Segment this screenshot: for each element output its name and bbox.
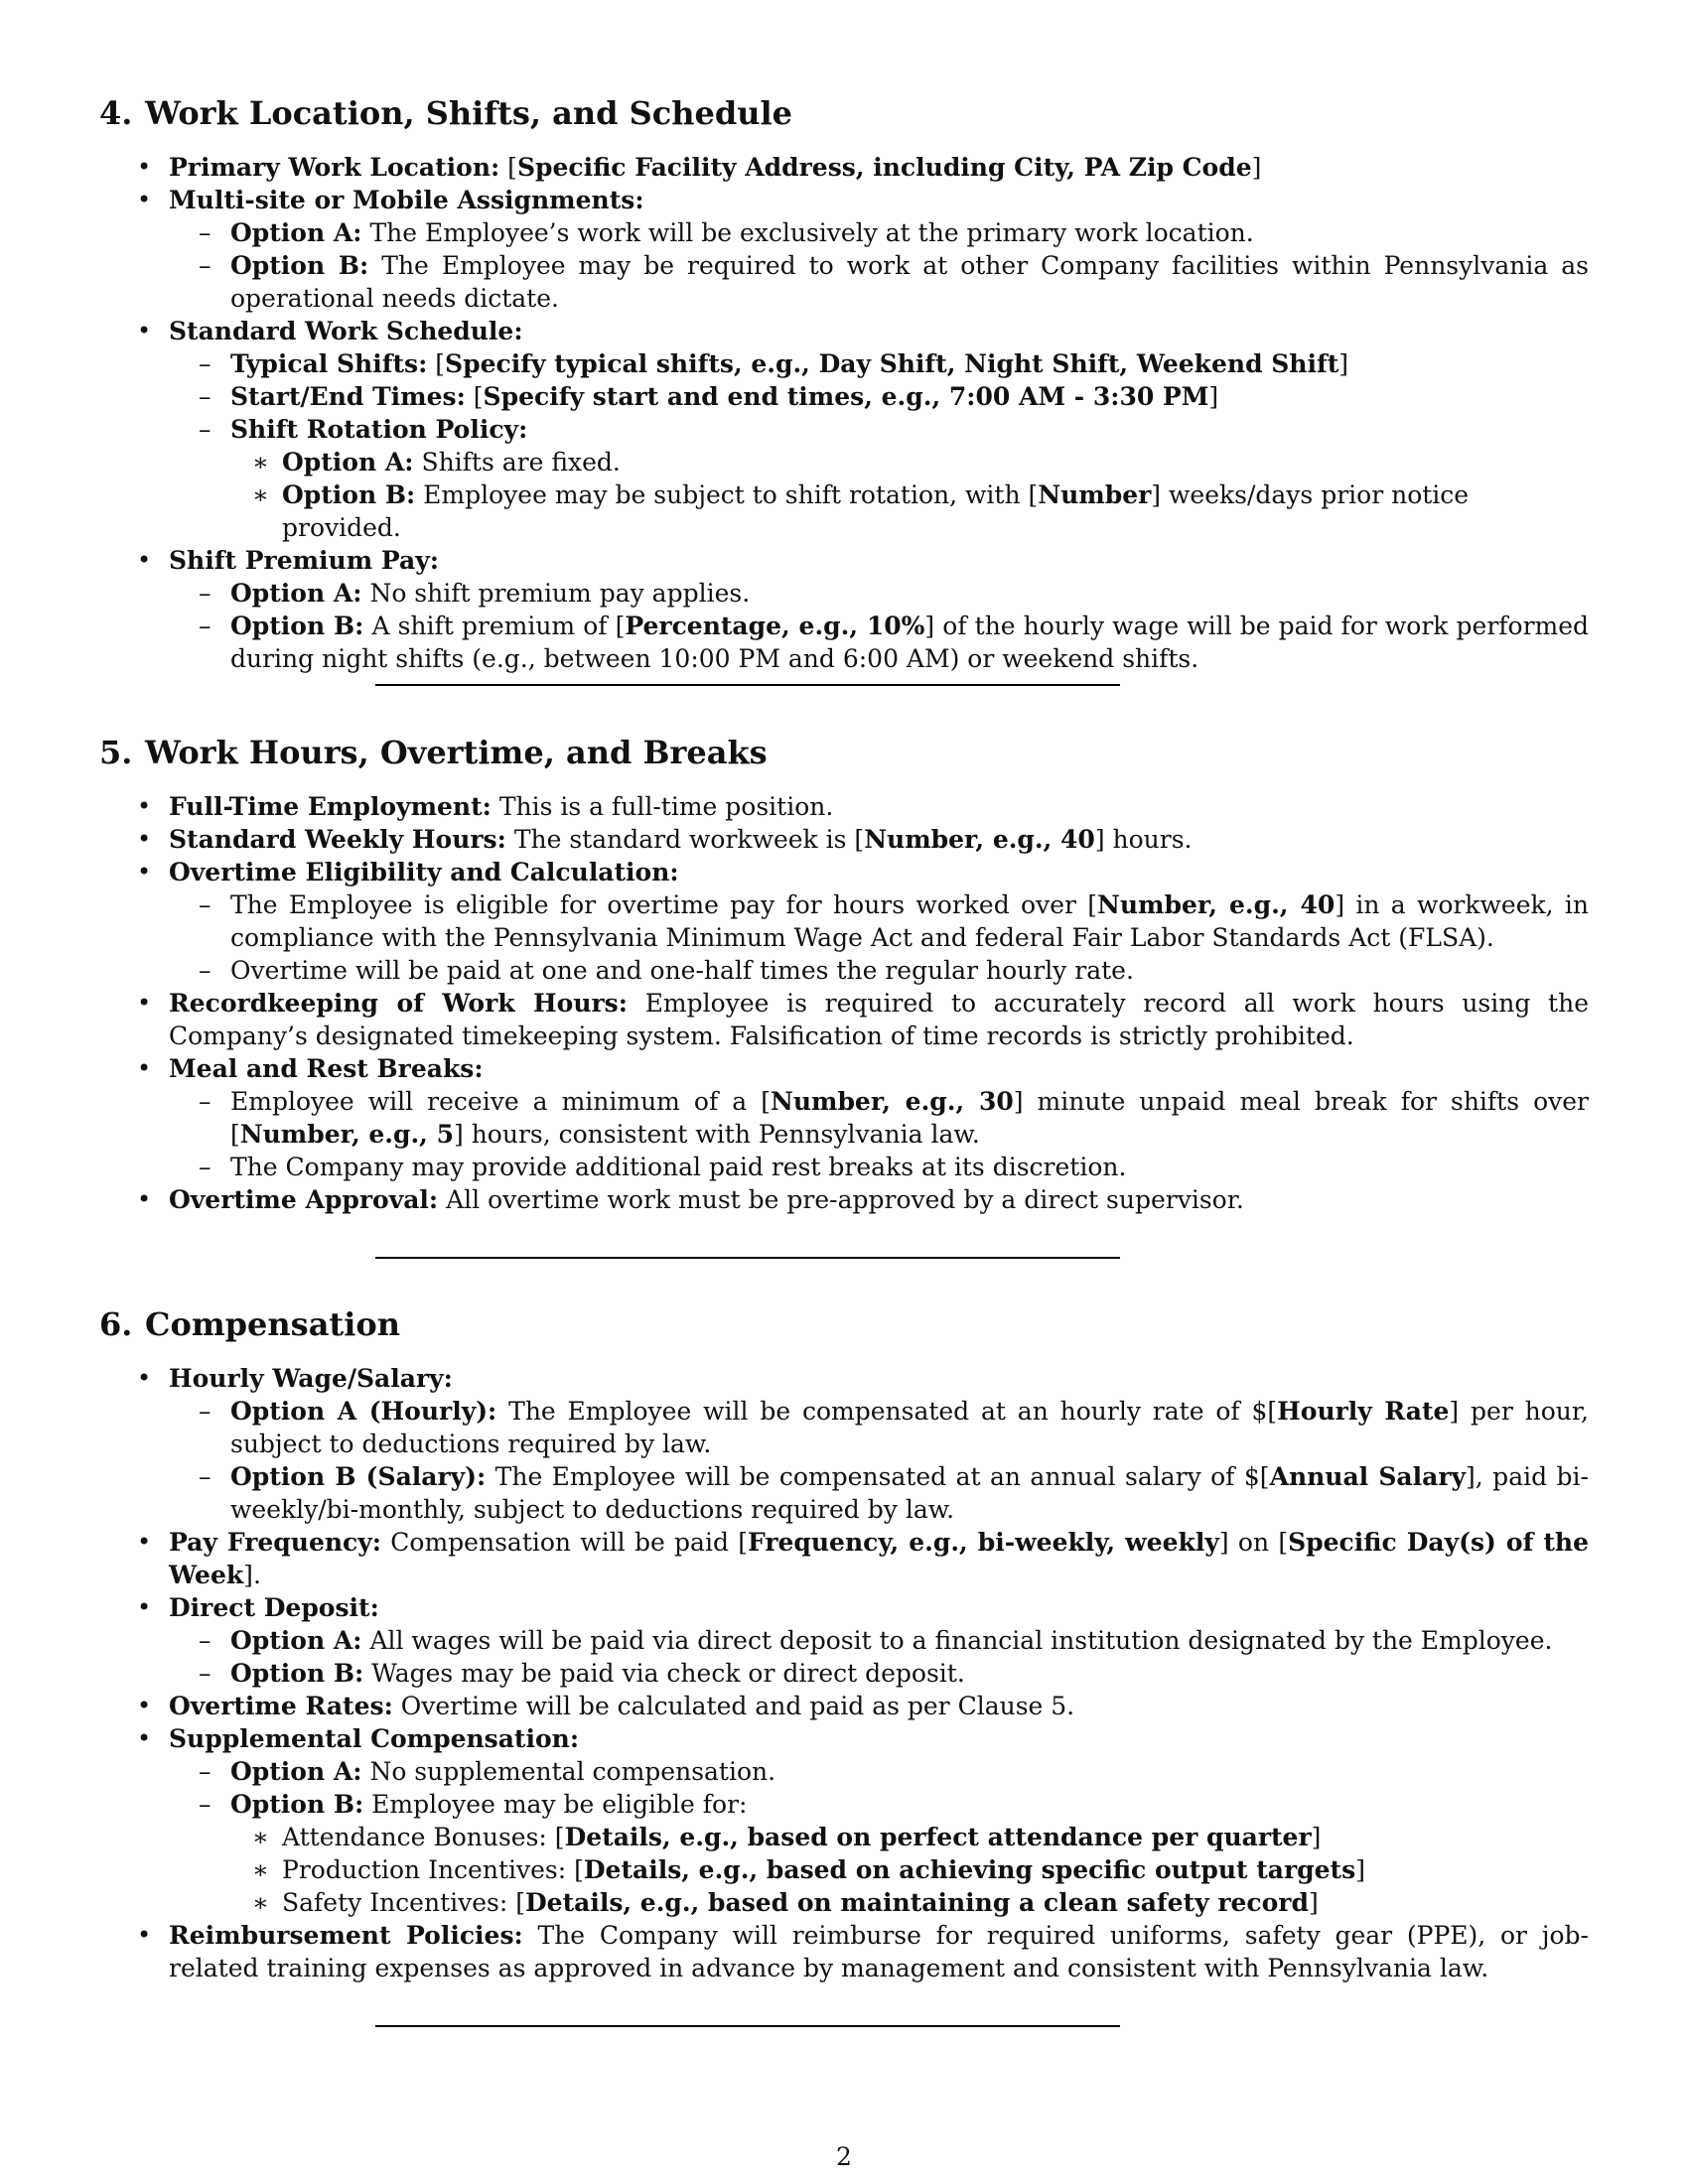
page-number: 2 xyxy=(836,2142,852,2171)
list-item: – Option A: No supplemental compensation. xyxy=(169,1755,1589,1788)
section-divider xyxy=(375,2025,1120,2027)
list-item: ∗ Attendance Bonuses: [Details, e.g., based on perfect attendance per quarter] xyxy=(230,1821,1589,1853)
list-item: • Pay Frequency: Compensation will be paid [Frequency, e.g., bi-weekly, weekly] on [Specific Day(s) of the Week]. xyxy=(99,1526,1589,1591)
section-5 xyxy=(99,733,1589,1216)
list-item: • Standard Weekly Hours: The standard workweek is [Number, e.g., 40] hours. xyxy=(99,823,1589,856)
list-item: • Standard Work Schedule: – Typical Shifts: [Specify typical shifts, e.g., Day Shift, Night Shift, Weekend Shift] – Start/End Times: [Specify start and end times, e.g., 7:00 AM - 3:30 PM] – Shift Rotation Policy: ∗ Option A: Shifts are fixed. ∗ Option B: Employee may be subject to shift rotation, with [Number] weeks/days prior notice provided. xyxy=(99,315,1589,544)
list-item: • Recordkeeping of Work Hours: Employee is required to accurately record all work hours using the Company’s designated timekeeping system. Falsification of time records is strictly prohibited. xyxy=(99,987,1589,1052)
list-item: – Typical Shifts: [Specify typical shifts, e.g., Day Shift, Night Shift, Weekend Shift] xyxy=(169,347,1589,380)
list-item: • Supplemental Compensation: – Option A: No supplemental compensation. – Option B: Employee may be eligible for: ∗ Attendance Bonuses: [Details, e.g., based on perfect attendance per quarter] ∗ Production Incentives: [Details, e.g., based on achieving specific output targets] ∗ Safety Incentives: [Details, e.g., based on maintaining a clean safety record] xyxy=(99,1722,1589,1919)
list-item: ∗ Safety Incentives: [Details, e.g., based on maintaining a clean safety record] xyxy=(230,1886,1589,1919)
list-item: – Overtime will be paid at one and one-half times the regular hourly rate. xyxy=(169,954,1589,987)
section-heading: 4. Work Location, Shifts, and Schedule xyxy=(99,94,792,132)
section-divider xyxy=(375,684,1120,686)
list-item: • Multi-site or Mobile Assignments: – Option A: The Employee’s work will be exclusively at the primary work location. – Option B: The Employee may be required to work at other Company facilities within Pennsylvania as operational needs dictate. xyxy=(99,184,1589,315)
list-item: • Shift Premium Pay: – Option A: No shift premium pay applies. – Option B: A shift premium of [Percentage, e.g., 10%] of the hourly wage will be paid for work performed during night shifts (e.g., between 10:00 PM and 6:00 AM) or weekend shifts. xyxy=(99,544,1589,675)
list-item: • Direct Deposit: – Option A: All wages will be paid via direct deposit to a financial institution designated by the Employee. – Option B: Wages may be paid via check or direct deposit. xyxy=(99,1591,1589,1690)
list-item: • Reimbursement Policies: The Company will reimburse for required uniforms, safety gear (PPE), or job-related training expenses as approved in advance by management and consistent with Pennsylvania law. xyxy=(99,1919,1589,1984)
list-item: – Option B: A shift premium of [Percentage, e.g., 10%] of the hourly wage will be paid for work performed during night shifts (e.g., between 10:00 PM and 6:00 AM) or weekend shifts. xyxy=(169,610,1589,675)
section-divider xyxy=(375,1257,1120,1259)
list-item: • Overtime Eligibility and Calculation: – The Employee is eligible for overtime pay for hours worked over [Number, e.g., 40] in a workweek, in compliance with the Pennsylvania Minimum Wage Act and federal Fair Labor Standards Act (FLSA). – Overtime will be paid at one and one-half times the regular hourly rate. xyxy=(99,856,1589,987)
list-item: • Primary Work Location: [Specific Facility Address, including City, PA Zip Code] xyxy=(99,151,1589,184)
list-item: – Employee will receive a minimum of a [Number, e.g., 30] minute unpaid meal break for shifts over [Number, e.g., 5] hours, consistent with Pennsylvania law. xyxy=(169,1085,1589,1151)
list-item: • Full-Time Employment: This is a full-time position. xyxy=(99,790,1589,823)
list-item: • Overtime Approval: All overtime work must be pre-approved by a direct supervisor. xyxy=(99,1183,1589,1216)
list-item: – The Company may provide additional paid rest breaks at its discretion. xyxy=(169,1151,1589,1183)
list-item: – Option B: The Employee may be required to work at other Company facilities within Pennsylvania as operational needs dictate. xyxy=(169,249,1589,315)
list-item: ∗ Production Incentives: [Details, e.g., based on achieving specific output targets] xyxy=(230,1853,1589,1886)
list-item: – Option A (Hourly): The Employee will be compensated at an hourly rate of $[Hourly Rate] per hour, subject to deductions required by law. xyxy=(169,1395,1589,1460)
list-item: – Option B: Employee may be eligible for: ∗ Attendance Bonuses: [Details, e.g., based on perfect attendance per quarter] ∗ Production Incentives: [Details, e.g., based on achieving specific output targets] ∗ Safety Incentives: [Details, e.g., based on maintaining a clean safety record] xyxy=(169,1788,1589,1919)
list-item: • Hourly Wage/Salary: – Option A (Hourly): The Employee will be compensated at an hourly rate of $[Hourly Rate] per hour, subject to deductions required by law. – Option B (Salary): The Employee will be compensated at an annual salary of $[Annual Salary], paid bi-weekly/bi-monthly, subject to deductions required by law. xyxy=(99,1362,1589,1526)
list-item: ∗ Option B: Employee may be subject to shift rotation, with [Number] weeks/days prior notice provided. xyxy=(230,478,1589,544)
list-item: – Option A: The Employee’s work will be exclusively at the primary work location. xyxy=(169,216,1589,249)
section-6 xyxy=(99,1304,1589,1984)
list-item: – Option A: All wages will be paid via direct deposit to a financial institution designated by the Employee. xyxy=(169,1624,1589,1657)
list-item: – Option A: No shift premium pay applies. xyxy=(169,577,1589,610)
list-item: – The Employee is eligible for overtime pay for hours worked over [Number, e.g., 40] in a workweek, in compliance with the Pennsylvania Minimum Wage Act and federal Fair Labor Standards Act (FLSA). xyxy=(169,888,1589,954)
list-item: – Shift Rotation Policy: ∗ Option A: Shifts are fixed. ∗ Option B: Employee may be subject to shift rotation, with [Number] weeks/days prior notice provided. xyxy=(169,413,1589,544)
list-item: – Option B: Wages may be paid via check or direct deposit. xyxy=(169,1657,1589,1690)
list-item: ∗ Option A: Shifts are fixed. xyxy=(230,446,1589,478)
list-item: • Overtime Rates: Overtime will be calculated and paid as per Clause 5. xyxy=(99,1690,1589,1722)
section-heading: 6. Compensation xyxy=(99,1305,400,1343)
list-item: – Option B (Salary): The Employee will be compensated at an annual salary of $[Annual Salary], paid bi-weekly/bi-monthly, subject to deductions required by law. xyxy=(169,1460,1589,1526)
list-item: • Meal and Rest Breaks: – Employee will receive a minimum of a [Number, e.g., 30] minute unpaid meal break for shifts over [Number, e.g., 5] hours, consistent with Pennsylvania law. – The Company may provide additional paid rest breaks at its discretion. xyxy=(99,1052,1589,1183)
section-heading: 5. Work Hours, Overtime, and Breaks xyxy=(99,734,768,771)
list-item: – Start/End Times: [Specify start and end times, e.g., 7:00 AM - 3:30 PM] xyxy=(169,380,1589,413)
section-4 xyxy=(99,93,1589,675)
